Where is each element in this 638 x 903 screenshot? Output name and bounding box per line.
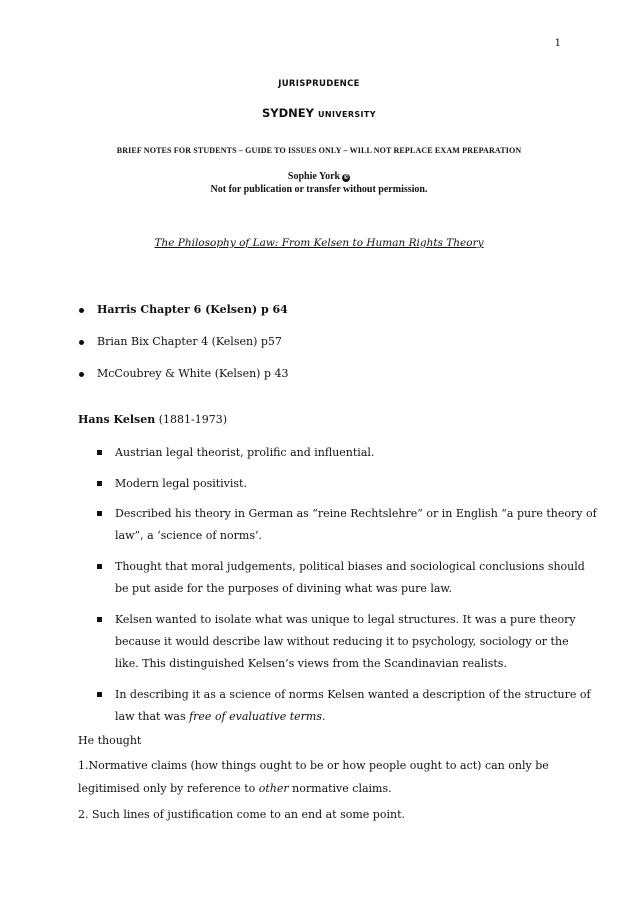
point-text: Thought that moral judgements, political biases and sociological conclusions should xyxy=(115,560,585,573)
university-small: UNIVERSITY xyxy=(318,110,376,119)
point-text: Described his theory in German as “reine Rechtslehre” or in English “a pure theory of xyxy=(115,507,597,520)
reference-item: Brian Bix Chapter 4 (Kelsen) p57 xyxy=(97,335,282,348)
point-text-post: . xyxy=(322,710,326,723)
square-bullet-icon xyxy=(97,564,102,569)
page-number: 1 xyxy=(554,38,561,49)
permission-notice: Not for publication or transfer without permission. xyxy=(210,184,428,195)
point-text: Austrian legal theorist, prolific and influential. xyxy=(115,446,375,459)
copyright-icon: © xyxy=(343,174,350,181)
reference-item: Harris Chapter 6 (Kelsen) p 64 xyxy=(97,303,288,316)
point-text: Kelsen wanted to isolate what was unique to legal structures. It was a pure theory xyxy=(115,613,576,626)
bullet-icon xyxy=(79,308,84,313)
square-bullet-icon xyxy=(97,450,102,455)
point-text: because it would describe law without reducing it to psychology, sociology or the xyxy=(115,635,569,648)
author-name: Sophie York xyxy=(287,171,341,182)
emphasis-text: free of evaluative terms xyxy=(189,710,322,723)
square-bullet-icon xyxy=(97,692,102,697)
body-text-pre: legitimised only by reference to xyxy=(78,782,259,795)
bullet-icon xyxy=(79,372,84,377)
university-main: SYDNEY xyxy=(262,106,314,120)
square-bullet-icon xyxy=(97,617,102,622)
section-dates: (1881-1973) xyxy=(158,413,228,426)
point-text-pre: law that was xyxy=(115,710,190,723)
body-paragraph: 2. Such lines of justification come to an end at some point. xyxy=(78,808,405,821)
section-heading xyxy=(78,412,227,427)
course-heading: JURISPRUDENCE xyxy=(278,79,360,89)
square-bullet-icon xyxy=(97,481,102,486)
body-text-post: normative claims. xyxy=(288,782,392,795)
point-text: be put aside for the purposes of divining what was pure law. xyxy=(115,582,453,595)
reference-item: McCoubrey & White (Kelsen) p 43 xyxy=(97,367,289,380)
document-title: The Philosophy of Law: From Kelsen to Human Rights Theory xyxy=(154,237,484,249)
university-heading xyxy=(0,106,638,120)
section-name: Hans Kelsen xyxy=(78,413,156,426)
point-text: Modern legal positivist. xyxy=(115,477,247,490)
bullet-icon xyxy=(79,340,84,345)
body-paragraph xyxy=(78,781,392,796)
point-text xyxy=(115,706,565,729)
body-paragraph: 1.Normative claims (how things ought to be or how people ought to act) can only be xyxy=(78,759,549,772)
square-bullet-icon xyxy=(97,511,102,516)
emphasis-text: other xyxy=(258,782,289,795)
notes-subtitle: BRIEF NOTES FOR STUDENTS – GUIDE TO ISSUES ONLY – WILL NOT REPLACE EXAM PREPARATION xyxy=(116,146,522,155)
point-text: like. This distinguished Kelsen’s views from the Scandinavian realists. xyxy=(115,657,507,670)
author-line xyxy=(0,171,638,182)
point-text: In describing it as a science of norms Kelsen wanted a description of the structure of xyxy=(115,688,591,701)
body-paragraph: He thought xyxy=(78,734,142,747)
point-text: law”, a ‘science of norms’. xyxy=(115,529,262,542)
